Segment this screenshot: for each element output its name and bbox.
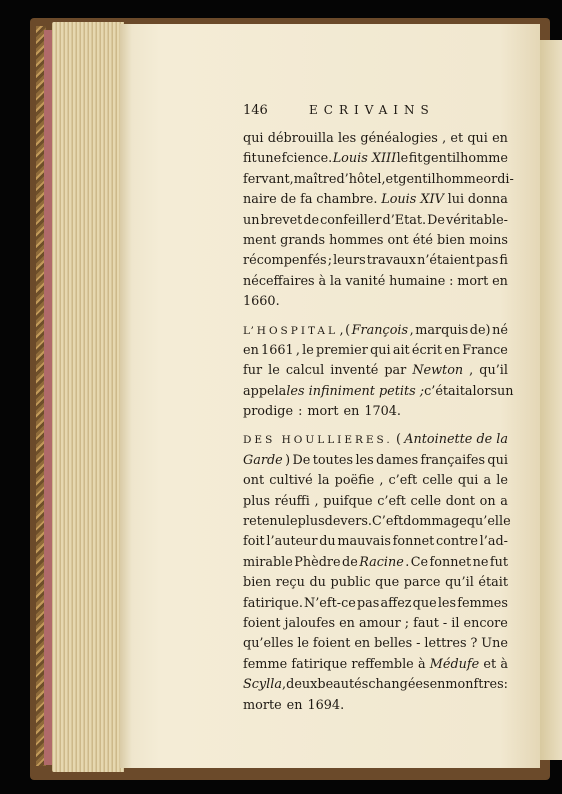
lhospital-line: appela les infiniment petits ; c’était alors un [243, 383, 514, 399]
continuation-line: ment grands hommes ont été bien moins [243, 232, 508, 248]
page-number: 146 [243, 103, 268, 118]
houllieres-line: retenu le plus de vers. C’eft dommage qu’elle [243, 514, 511, 530]
facing-page-edge [540, 40, 562, 760]
houllieres-line: foit l’auteur du mauvais fonnet contre l’ad- [243, 534, 508, 550]
page-header [243, 103, 508, 125]
continuation-line: néceffaires à la vanité humaine : mort en [243, 273, 508, 289]
houllieres-line: foient jaloufes en amour ; faut - il encore [243, 615, 508, 631]
lhospital-line: en 1661 , le premier qui ait écrit en France [243, 342, 508, 358]
houllieres-line: femme fatirique reffemble à Médufe et à [243, 656, 508, 672]
houllieres-line: plus réuffi , puifque c’eft celle dont on a [243, 493, 508, 509]
houllieres-line: morte en 1694. [243, 697, 345, 713]
continuation-line: fit une fcience. Louis XIII le fit gentilhomme [243, 151, 508, 167]
houllieres-line: bien reçu du public que parce qu’il était [243, 575, 508, 591]
continuation-line: fervant , maître d’hôtel , et gentilhomme ordi- [243, 171, 514, 187]
continuation-line: 1660. [243, 294, 280, 310]
entry-des-houllieres [243, 430, 511, 715]
continuation-line: naire de fa chambre. Louis XIV lui donna [243, 192, 508, 208]
paragraph-continuation [243, 129, 514, 313]
houllieres-line: qu’elles le foient en belles - lettres ? Une [243, 636, 508, 652]
continuation-line: un brevet de confeiller d’Etat. De véritable- [243, 212, 508, 228]
page-stack-edge [52, 22, 124, 772]
houllieres-line: fatirique. N’eft-ce pas affez que les femmes [243, 595, 508, 611]
entry-lhospital [243, 321, 514, 423]
continuation-line: qui débrouilla les généalogies , et qui en [243, 131, 508, 146]
houllieres-line: Scylla , deux beautés changées en monftres: [243, 677, 508, 693]
continuation-line: récompenfés ; leurs travaux n’étaient pas fi [243, 253, 508, 269]
running-head: ECRIVAINS [309, 103, 435, 117]
red-page-edge [44, 30, 52, 765]
lhospital-line: prodige : mort en 1704. [243, 404, 401, 420]
lhospital-line: L’HOSPITAL , ( François , marquis de) né [243, 322, 508, 338]
houllieres-line: DES HOULLIERES. ( Antoinette de la [243, 432, 508, 448]
houllieres-line: mirable Phèdre de Racine . Ce fonnet ne fut [243, 554, 508, 570]
page-body [243, 129, 514, 716]
houllieres-line: Garde ) De toutes les dames françaifes qui [243, 452, 508, 468]
houllieres-line: ont cultivé la poëfie , c’eft celle qui a le [243, 473, 508, 489]
lhospital-line: fur le calcul inventé par Newton , qu’il [243, 363, 508, 379]
